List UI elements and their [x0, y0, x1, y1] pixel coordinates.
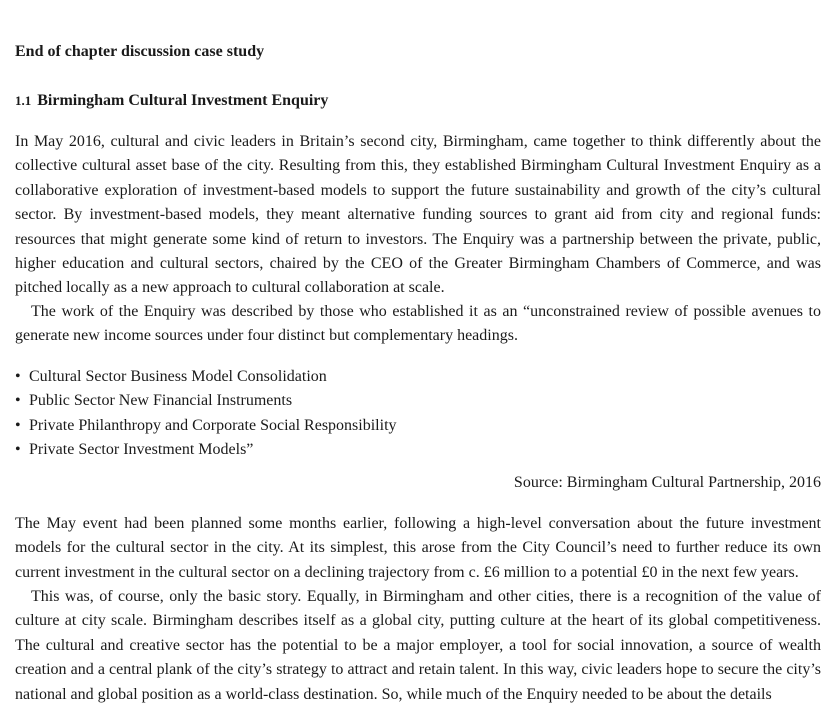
paragraph-may-event: The May event had been planned some months earlier, following a high-level conversation about the future investment models for the cultural sector in the city. At its simplest, this arose from the City Council’s need to further reduce its own current investment in the cultural sector on a declining trajectory from c. £6 million to a potential £0 in the next few years.	[15, 515, 821, 581]
bullet-icon: •	[15, 441, 21, 459]
chapter-heading: End of chapter discussion case study	[15, 43, 265, 60]
section-number: 1.1	[15, 93, 32, 108]
list-item	[15, 389, 397, 413]
bullet-icon: •	[15, 416, 21, 434]
paragraph-intro: In May 2016, cultural and civic leaders in Britain’s second city, Birmingham, came together to think differently about the collective cultural asset base of the city. Resulting from this, they established Birmingham Cultural Investment Enquiry as a collaborative exploration of investment-based models to support the future sustainability and growth of the city’s cultural sector. By investment-based models, they meant alternative funding sources to grant aid from city and regional funds: resources that might generate some kind of return to investors. The Enquiry was a partnership between the private, public, higher education and cultural sectors, chaired by the CEO of the Greater Birmingham Chambers of Commerce, and was pitched locally as a new approach to cultural collaboration at scale.	[15, 133, 821, 297]
paragraph-enquiry-work: The work of the Enquiry was described by those who established it as an “unconstrained review of possible avenues to generate new income sources under four distinct but complementary headings.	[15, 303, 821, 345]
list-item	[15, 365, 397, 389]
bullet-icon: •	[15, 368, 21, 385]
bullet-icon: •	[15, 392, 21, 410]
source-citation: Source: Birmingham Cultural Partnership, 2016	[513, 474, 821, 491]
list-item-text: Cultural Sector Business Model Consolidation	[29, 368, 327, 385]
list-item-text: Private Sector Investment Models”	[29, 441, 254, 459]
paragraph-basic-story: This was, of course, only the basic story. Equally, in Birmingham and other cities, there is a recognition of the value of culture at city scale. Birmingham describes itself as a global city, putting culture at the heart of its global competitiveness. The cultural and creative sector has the potential to be a major employer, a tool for social innovation, a source of wealth creation and a central plank of the city’s strategy to attract and retain talent. In this way, civic leaders hope to secure the city’s national and global position as a world-class destination. So, while much of the Enquiry needed to be about the details	[15, 588, 821, 703]
section-title: Birmingham Cultural Investment Enquiry	[37, 92, 329, 109]
headings-list	[15, 365, 397, 463]
list-item	[15, 438, 397, 462]
list-item	[15, 414, 397, 438]
list-item-text: Public Sector New Financial Instruments	[29, 392, 293, 410]
list-item-text: Private Philanthropy and Corporate Social Responsibility	[29, 416, 397, 434]
section-heading	[15, 91, 328, 111]
